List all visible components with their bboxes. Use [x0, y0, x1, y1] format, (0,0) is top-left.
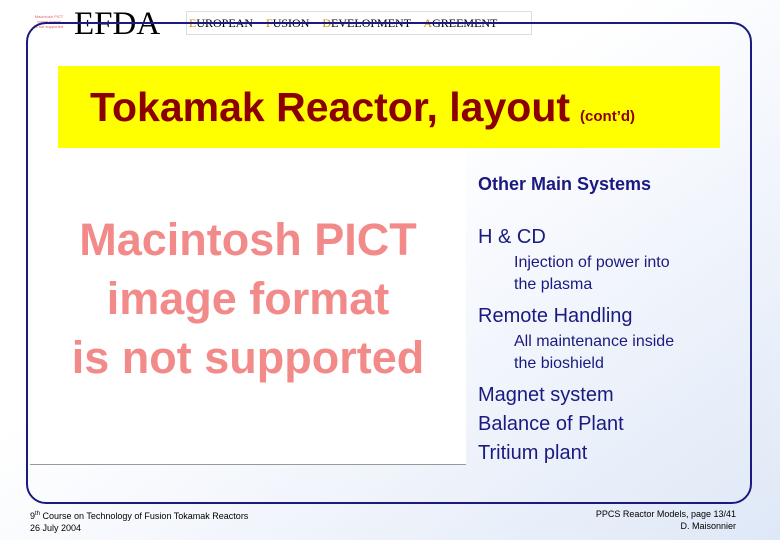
image-placeholder-message	[30, 210, 466, 387]
image-placeholder	[30, 148, 466, 465]
footer-page-number: PPCS Reactor Models, page 13/41	[595, 509, 736, 519]
system-item-hcd: H & CD	[478, 226, 546, 248]
agency-word: AGREEMENT	[423, 16, 498, 30]
agency-word: DEVELOPMENT	[322, 16, 412, 30]
placeholder-line: Macintosh PICT	[79, 214, 417, 265]
system-item-magnet: Magnet system	[478, 384, 614, 406]
system-item-tritium: Tritium plant	[478, 442, 588, 464]
footer-date: 26 July 2004	[30, 523, 82, 533]
footer-course-info	[30, 508, 248, 534]
slide-title-suffix: (cont’d)	[580, 108, 636, 125]
efda-logo-text: EFDA	[74, 6, 161, 42]
system-item-hcd-desc: Injection of power into the plasma	[514, 254, 670, 293]
footer-course-title: 9th Course on Technology of Fusion Tokamak Reactors	[30, 511, 249, 521]
system-item-remote-handling: Remote Handling	[478, 305, 633, 327]
logo-mini-line: is not supported	[34, 24, 64, 29]
placeholder-line: is not supported	[71, 332, 425, 383]
systems-list	[478, 174, 768, 468]
agency-word: FUSION	[266, 16, 310, 30]
slide-title	[90, 84, 635, 131]
slide-title-main: Tokamak Reactor, layout	[90, 84, 571, 130]
placeholder-line: image format	[106, 273, 390, 324]
agency-word: EUROPEAN	[189, 16, 254, 30]
logo-mini-line: image format	[37, 19, 61, 24]
footer-author: D. Maisonnier	[680, 521, 736, 531]
system-item-remote-handling-desc: All maintenance inside the bioshield	[514, 333, 675, 372]
systems-heading: Other Main Systems	[478, 174, 652, 194]
system-item-balance-of-plant: Balance of Plant	[478, 413, 624, 435]
logo-mini-line: Macintosh PICT	[34, 14, 64, 19]
footer-page-info	[596, 508, 736, 532]
